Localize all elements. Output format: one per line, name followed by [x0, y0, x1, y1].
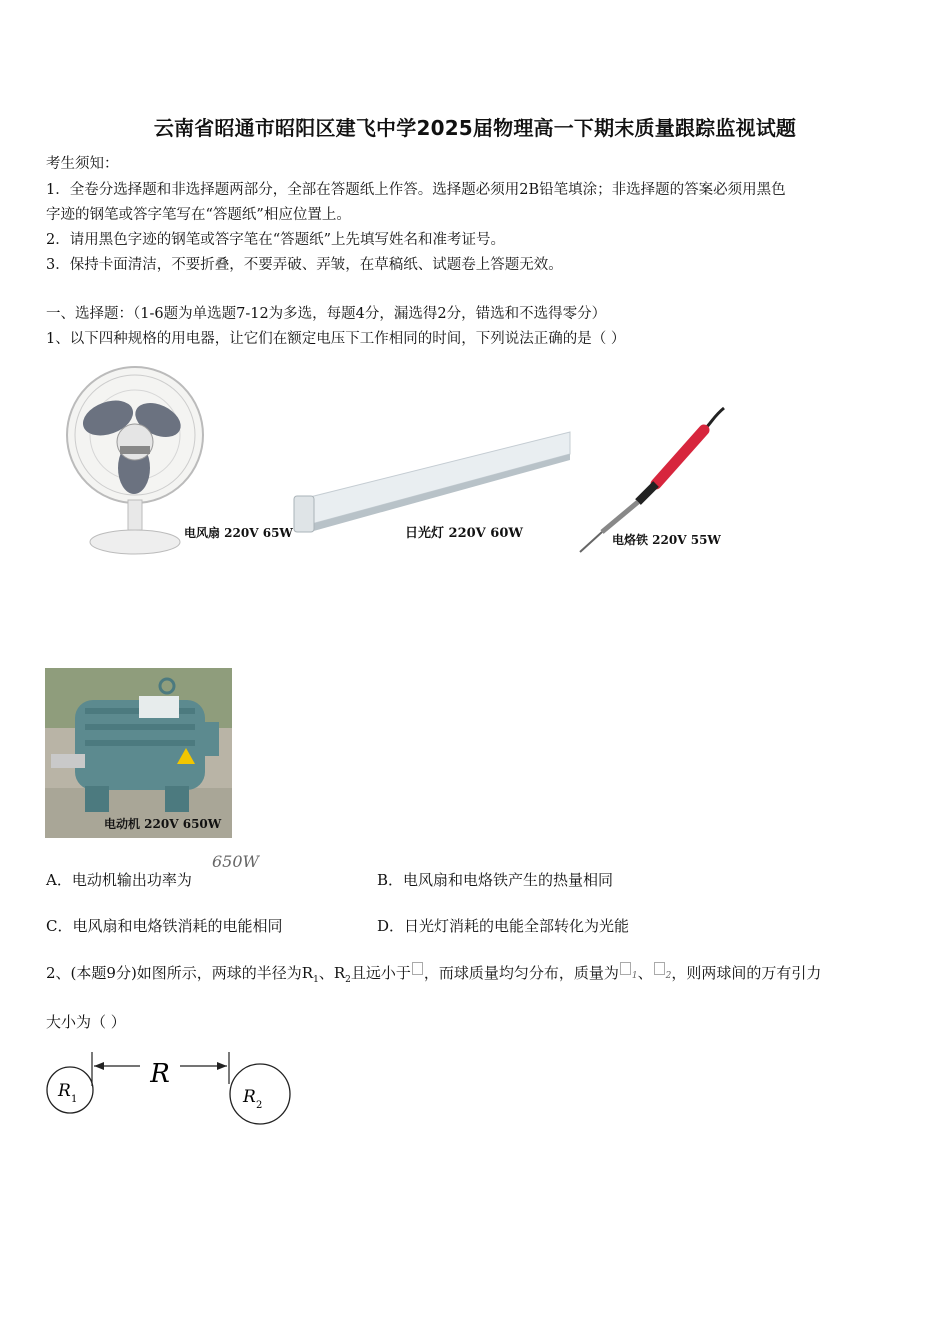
option-d[interactable]: D．日光灯消耗的电能全部转化为光能: [377, 917, 630, 935]
notice-heading: 考生须知：: [46, 156, 119, 172]
iron-caption: 电烙铁 220V 55W: [612, 533, 721, 547]
option-c[interactable]: C．电风扇和电烙铁消耗的电能相同: [46, 917, 283, 935]
question-2-stem: 2、(本题9分)如图所示，两球的半径为$R_1$、$R_2$且远小于 ，而球质量均匀分布，质量为 1、 2，则两球间的万有引力: [46, 964, 822, 985]
question-2-stem-cont: 大小为（ ）: [46, 1013, 126, 1031]
sphere-1-label: R: [58, 1081, 71, 1101]
option-a[interactable]: [46, 869, 192, 890]
formula-placeholder-icon: [620, 962, 631, 975]
motor-caption: 电动机 220V 650W: [104, 817, 222, 831]
sphere-1-sub: 1: [71, 1094, 78, 1105]
sphere-2-sub: 2: [256, 1100, 263, 1111]
option-b[interactable]: B．电风扇和电烙铁产生的热量相同: [377, 871, 614, 889]
section-heading: 一、选择题：（1-6题为单选题7-12为多选，每题4分，漏选得2分，错选和不选得零分）: [46, 306, 607, 322]
notice-item-2: 2．请用黑色字迹的钢笔或答字笔在“答题纸”上先填写姓名和准考证号。: [46, 232, 506, 248]
option-a-label: A．电动机输出功率为: [46, 871, 192, 889]
motor-image: [45, 668, 232, 838]
fan-caption: 电风扇 220V 65W: [184, 526, 293, 540]
option-a-formula: 650W: [212, 852, 259, 871]
two-spheres-diagram: [40, 1048, 300, 1134]
question-1-stem: 1、以下四种规格的用电器，让它们在额定电压下工作相同的时间，下列说法正确的是（ ）: [46, 331, 626, 347]
notice-item-1: 1．全卷分选择题和非选择题两部分，全部在答题纸上作答。选择题必须用2B铅笔填涂；非选择题的答案必须用黑色: [46, 182, 786, 198]
lamp-caption: 日光灯 220V 60W: [405, 526, 523, 541]
sphere-2-label: R: [243, 1087, 256, 1107]
formula-placeholder-icon: [412, 962, 423, 975]
notice-item-3: 3．保持卡面清洁，不要折叠，不要弄破、弄皱，在草稿纸、试题卷上答题无效。: [46, 257, 563, 273]
notice-item-1-cont: 字迹的钢笔或答字笔写在“答题纸”相应位置上。: [46, 207, 351, 223]
distance-label: R: [150, 1059, 170, 1089]
formula-placeholder-icon: [654, 962, 665, 975]
page-title: 云南省昭通市昭阳区建飞中学2025届物理高一下期末质量跟踪监视试题: [153, 116, 797, 140]
